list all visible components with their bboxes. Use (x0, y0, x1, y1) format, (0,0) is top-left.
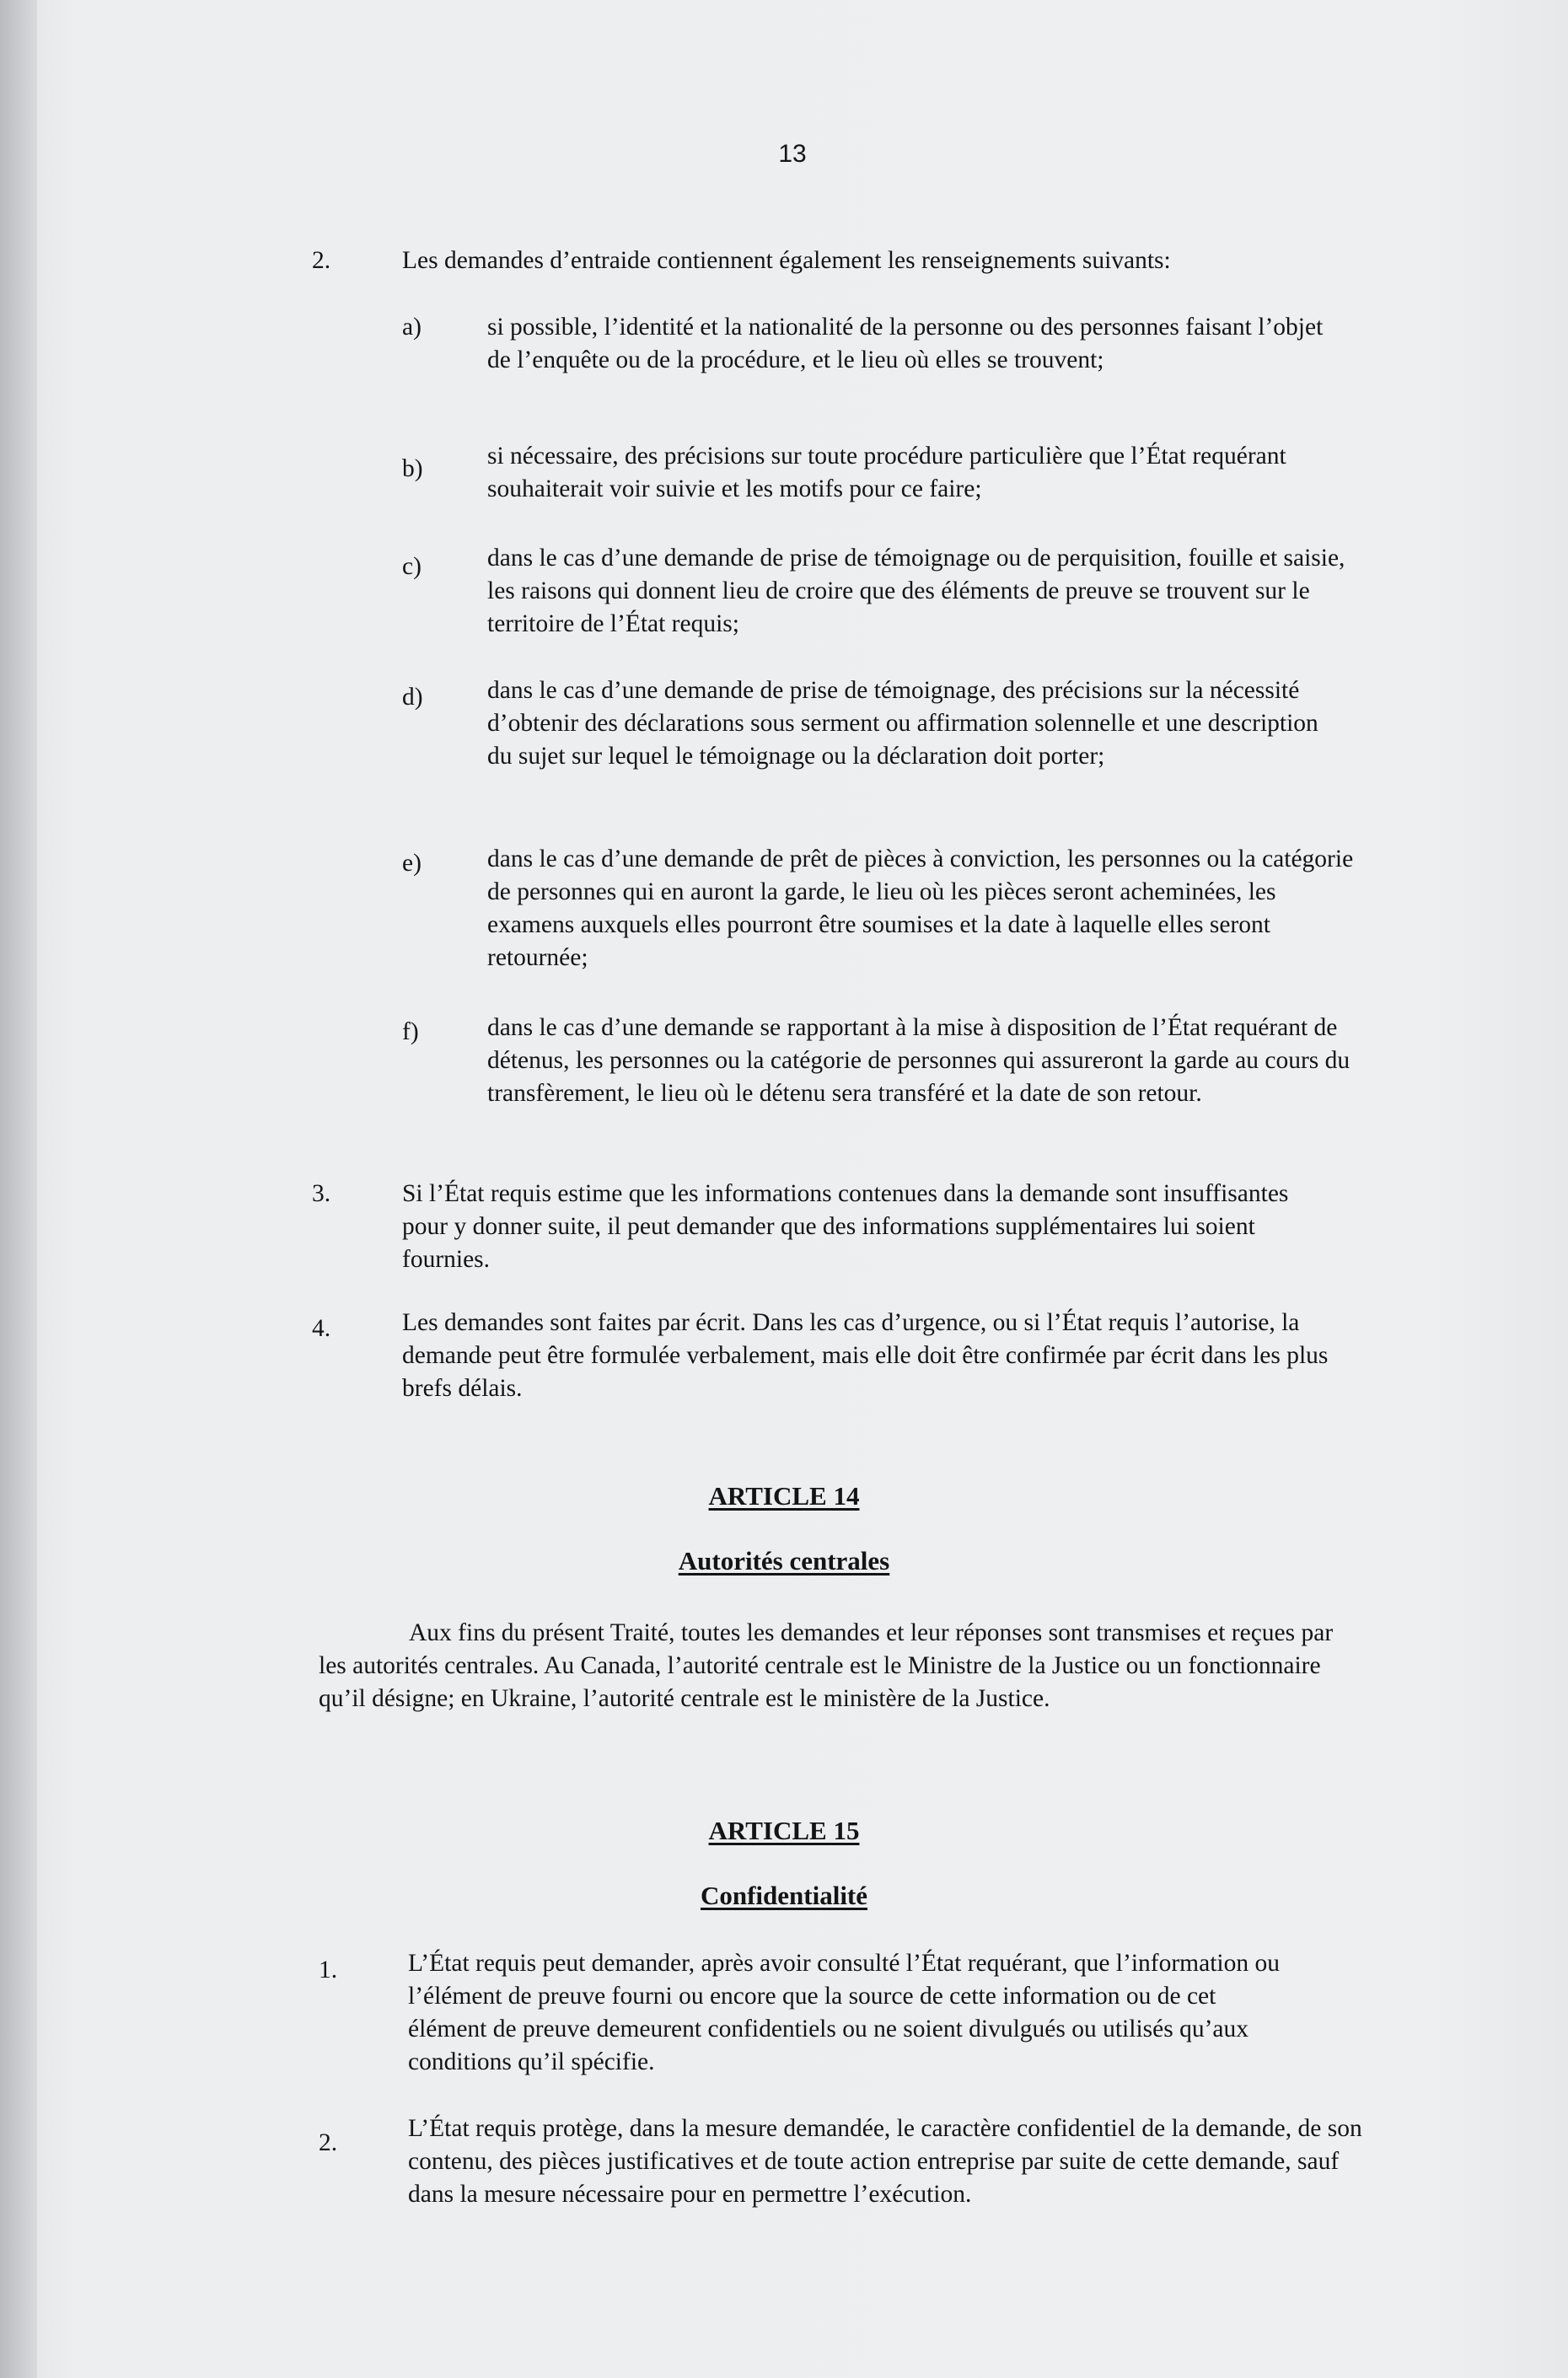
article-15-heading: ARTICLE 15 (708, 1816, 860, 1845)
item-e-label: e) (402, 850, 422, 877)
article-15-title: Confidentialité (700, 1881, 868, 1910)
binding-shadow (0, 0, 37, 2378)
article-15-item-2-number: 2. (319, 2129, 338, 2156)
article-15-item-2-text: L’État requis protège, dans la mesure demandée, le caractère confidentiel de la demande, de son contenu, des pièces justificatives et de toute action entreprise par suite de cette demande, sauf dans la mesure nécessaire pour en permettre l’exécution. (408, 2115, 1362, 2208)
item-d-label: d) (402, 684, 423, 711)
article-14-text: Aux fins du présent Traité, toutes les demandes et leur réponses sont transmises et reçues par les autorités centrales. Au Canada, l’autorité centrale est le Ministre de la Justice ou un fonctionnaire qu’il désigne; en Ukraine, l’autorité centrale est le ministère de la Justice. (319, 1619, 1334, 1712)
section-2-text: Les demandes d’entraide contiennent également les renseignements suivants: (402, 247, 1171, 274)
item-a-text: si possible, l’identité et la nationalité de la personne ou des personnes faisant l’objet de l’enquête ou de la procédure, et le lieu où elles se trouvent; (487, 314, 1324, 373)
article-15-item-1-number: 1. (319, 1957, 338, 1983)
item-b-text: si nécessaire, des précisions sur toute procédure particulière que l’État requérant souhaiterait voir suivie et les motifs pour ce faire; (487, 443, 1286, 502)
item-c-text: dans le cas d’une demande de prise de témoignage ou de perquisition, fouille et saisie, les raisons qui donnent lieu de croire que des éléments de preuve se trouvent sur le territoire de l’État requis; (487, 545, 1345, 637)
section-3-text: Si l’État requis estime que les informations contenues dans la demande sont insuffisantes pour y donner suite, il peut demander que des informations supplémentaires lui soient fournies. (402, 1180, 1289, 1273)
item-e-text: dans le cas d’une demande de prêt de pièces à conviction, les personnes ou la catégorie de personnes qui en auront la garde, le lieu où les pièces seront acheminées, les examens auxquels elles pourront être soumises et la date à laquelle elles seront retournée; (487, 845, 1354, 971)
article-15-item-1-text: L’État requis peut demander, après avoir consulté l’État requérant, que l’information ou l’élément de preuve fourni ou encore que la source de cette information ou de cet élément de preuve demeurent confidentiels ou ne soient divulgués ou utilisés qu’aux conditions qu’il spécifie. (408, 1950, 1280, 2075)
item-c-label: c) (402, 553, 422, 580)
item-a-label: a) (402, 314, 422, 341)
item-f-label: f) (402, 1018, 419, 1045)
article-14-heading: ARTICLE 14 (708, 1481, 860, 1511)
item-b-label: b) (402, 455, 423, 482)
item-d-text: dans le cas d’une demande de prise de témoignage, des précisions sur la nécessité d’obtenir des déclarations sous serment ou affirmation solennelle et une description du sujet sur lequel le témoignage ou la déclaration doit porter; (487, 677, 1318, 770)
article-14-title: Autorités centrales (678, 1546, 890, 1575)
section-4-number: 4. (312, 1315, 331, 1342)
page-number: 13 (778, 140, 807, 168)
item-f-text: dans le cas d’une demande se rapportant à la mise à disposition de l’État requérant de détenus, les personnes ou la catégorie de personnes qui assureront la garde au cours du transfèrement, le lieu où le détenu sera transféré et la date de son retour. (487, 1014, 1351, 1107)
section-2-number: 2. (312, 247, 331, 274)
section-4-text: Les demandes sont faites par écrit. Dans les cas d’urgence, ou si l’État requis l’autorise, la demande peut être formulée verbalement, mais elle doit être confirmée par écrit dans les plus brefs délais. (402, 1309, 1329, 1402)
section-3-number: 3. (312, 1180, 331, 1207)
